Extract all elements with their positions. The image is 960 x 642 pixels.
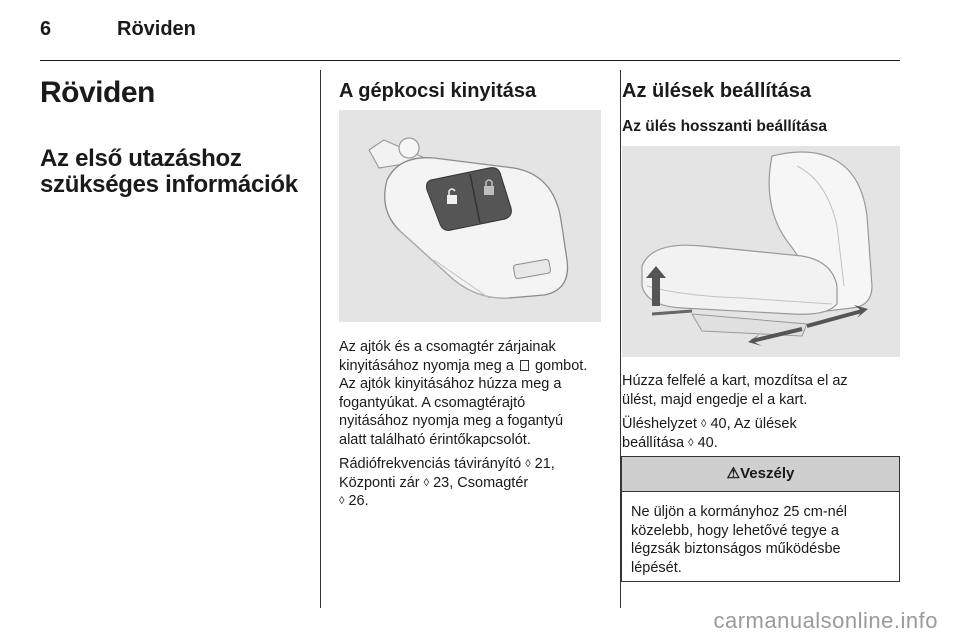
seats-heading: Az ülések beállítása [622,80,811,102]
watermark: carmanualsonline.info [713,608,938,633]
warning-text: Ne üljön a kormányhoz 25 cm-nél közelebb, hogy lehetővé tegye a légzsák biztonságos működésbe lépését. [631,504,847,576]
column-divider-1 [320,70,321,608]
reference-arrow-icon: ◊ [339,495,345,507]
seat-adjust-subheading: Az ülés hosszanti beállítása [622,118,828,135]
reference-arrow-icon: ◊ [423,476,430,489]
unlock-icon [520,360,529,371]
key-fob-illustration [339,110,601,322]
section-heading: Az első utazáshoz szükséges információk [40,145,298,198]
warning-header [622,457,899,492]
warning-title: Veszély [740,465,795,482]
warning-box [621,456,900,582]
unlock-heading: A gépkocsi kinyitása [339,80,537,102]
seat-instructions: Húzza felfelé a kart, mozdítsa el az ülést, majd engedje el a kart. Üléshelyzet ◊ 40, Az ülések beállítása ◊ 40. [622,373,848,451]
page-number: 6 [40,18,52,40]
reference-arrow-icon: ◊ [700,418,707,430]
reference-arrow-icon: ◊ [688,436,694,449]
warning-triangle-icon: ⚠ [726,465,741,482]
running-header: Röviden [117,18,196,40]
unlock-paragraph: Az ajtók és a csomagtér zárjainak kinyitásához nyomja meg a gombot. Az ajtók kinyitásához húzza meg a fogantyúkat. A csomagtérajtó nyitásához nyomja meg a fogantyú alatt található érintőkapcsolót. Rádiófrekvenciás távirányító ◊ 21, Központi zár ◊ 23, Csomagtér ◊ 26. [339,339,588,509]
header-rule [40,60,900,61]
seat-adjustment-illustration [622,146,900,357]
reference-arrow-icon: ◊ [525,458,531,470]
chapter-title: Röviden [40,76,155,109]
